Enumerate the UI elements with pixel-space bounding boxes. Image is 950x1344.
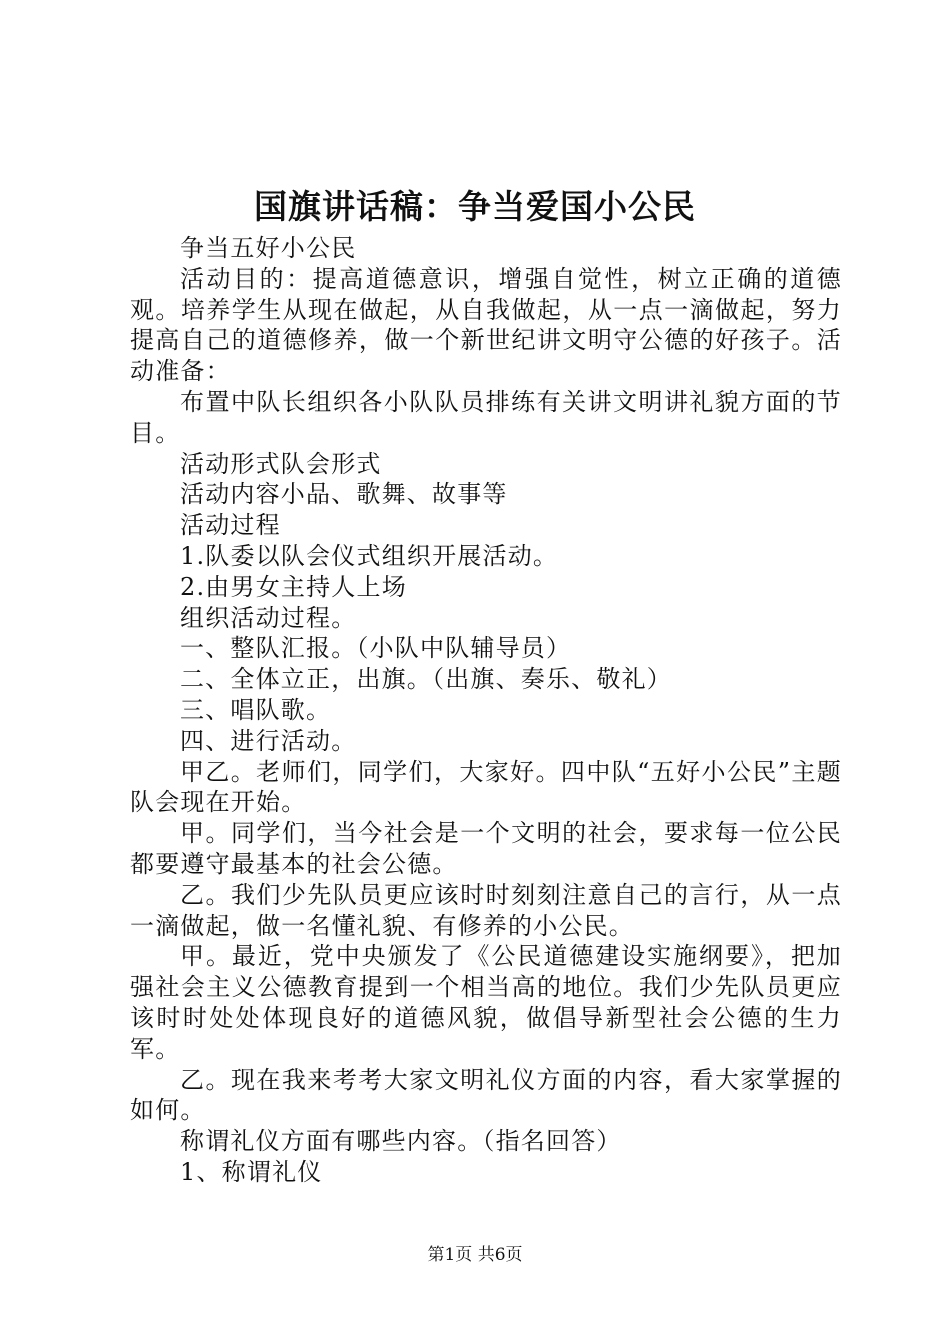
paragraph: 三、唱队歌。 <box>180 695 332 724</box>
paragraph: 甲乙。老师们，同学们，大家好。四中队“五好小公民”主题队会现在开始。 <box>130 757 842 817</box>
paragraph: 乙。我们少先队员更应该时时刻刻注意自己的言行，从一点一滴做起，做一名懂礼貌、有修养的小公民。 <box>130 880 842 940</box>
page-footer: 第1页 共6页 <box>427 1245 523 1265</box>
paragraph: 甲。最近，党中央颁发了《公民道德建设实施纲要》，把加强社会主义公德教育提到一个相当高的地位。我们少先队员更应该时时处处体现良好的道德风貌，做倡导新型社会公德的生力军。 <box>130 942 842 1063</box>
paragraph: 活动过程 <box>180 511 281 540</box>
paragraph: 活动内容小品、歌舞、故事等 <box>180 480 508 509</box>
paragraph: 甲。同学们，当今社会是一个文明的社会，要求每一位公民都要遵守最基本的社会公德。 <box>130 819 842 878</box>
paragraph: 布置中队长组织各小队队员排练有关讲文明讲礼貌方面的节目。 <box>130 387 842 447</box>
paragraph: 争当五好小公民 <box>180 234 357 262</box>
paragraph: 乙。现在我来考考大家文明礼仪方面的内容，看大家掌握的如何。 <box>130 1065 842 1125</box>
paragraph: 组织活动过程。 <box>180 603 357 632</box>
document-body <box>130 233 842 1188</box>
paragraph: 活动目的：提高道德意识，增强自觉性，树立正确的道德观。培养学生从现在做起，从自我做起，从一点一滴做起，努力提高自己的道德修养，做一个新世纪讲文明守公德的好孩子。活动准备： <box>130 264 842 386</box>
paragraph: 一、整队汇报。（小队中队辅导员） <box>180 634 572 663</box>
paragraph: 2.由男女主持人上场 <box>180 572 407 601</box>
paragraph: 四、进行活动。 <box>180 726 357 755</box>
paragraph: 活动形式队会形式 <box>180 449 382 478</box>
paragraph: 二、全体立正，出旗。（出旗、奏乐、敬礼） <box>180 665 672 694</box>
paragraph: 1、称谓礼仪 <box>180 1157 323 1186</box>
paragraph: 1.队委以队会仪式组织开展活动。 <box>180 541 559 570</box>
document-title: 国旗讲话稿：争当爱国小公民 <box>254 187 696 226</box>
paragraph: 称谓礼仪方面有哪些内容。（指名回答） <box>180 1127 622 1156</box>
